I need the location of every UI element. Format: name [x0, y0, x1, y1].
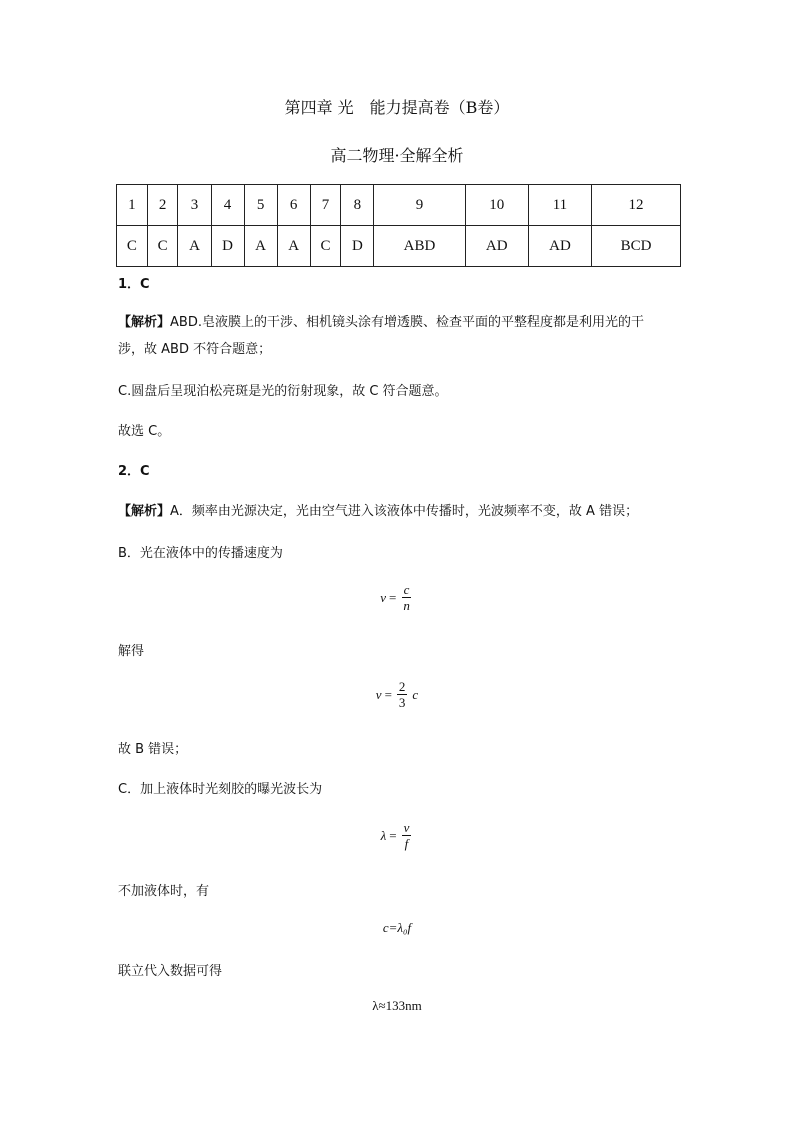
q2-no-liquid: 不加液体时，有 [118, 884, 210, 899]
question-number: 9 [374, 185, 465, 226]
formula-lhs: v [380, 589, 386, 605]
analysis-tag: 【解析】 [118, 315, 171, 330]
q1-analysis-line [118, 311, 644, 330]
answer-table-numbers-row [117, 185, 681, 226]
q2-b-conclusion: 故 B 错误； [118, 742, 188, 757]
formula-lhs: λ [380, 827, 387, 843]
answer-cell: C [117, 226, 148, 267]
q1-conclusion: 故选 C。 [118, 424, 171, 439]
numerator: c [403, 582, 410, 597]
numerator: v [403, 820, 410, 835]
q1-heading: 1．C [118, 277, 150, 292]
fraction [402, 820, 412, 851]
answer-cell: AD [465, 226, 528, 267]
q1-text: ABD.皂液膜上的干涉、相机镜头涂有增透膜、检查平面的平整程度都是利用光的干 [170, 315, 644, 330]
fraction [397, 679, 408, 710]
q2-solve: 解得 [118, 644, 145, 659]
page-title: 第四章 光 能力提高卷（B卷） [284, 98, 510, 117]
q2-option-b: B．光在液体中的传播速度为 [118, 546, 283, 561]
question-number: 11 [528, 185, 591, 226]
question-number: 1 [117, 185, 148, 226]
formula-result: λ≈133nm [372, 998, 422, 1013]
answer-cell: AD [528, 226, 591, 267]
question-number: 6 [277, 185, 310, 226]
question-number: 5 [244, 185, 277, 226]
q2-combine: 联立代入数据可得 [118, 964, 223, 979]
answer-cell: BCD [592, 226, 681, 267]
fraction [401, 582, 412, 613]
answer-table [116, 184, 681, 267]
q1-text-cont: 涉，故 ABD 不符合题意； [118, 342, 272, 357]
q1-option-c: C.圆盘后呈现泊松亮斑是光的衍射现象，故 C 符合题意。 [118, 384, 448, 399]
denominator: f [404, 836, 409, 851]
q2-heading: 2．C [118, 464, 150, 479]
formula-speed [0, 582, 794, 613]
answer-cell: D [211, 226, 244, 267]
answer-cell: A [277, 226, 310, 267]
q2-analysis-line [118, 500, 638, 519]
denominator: n [403, 598, 410, 613]
question-number: 10 [465, 185, 528, 226]
formula-eq: = [389, 827, 397, 843]
answer-cell: A [178, 226, 211, 267]
formula-vacuum: c=λ₀f [382, 920, 412, 935]
answer-cell: C [310, 226, 341, 267]
formula-tail: c [412, 686, 419, 702]
question-number: 2 [147, 185, 178, 226]
answer-cell: A [244, 226, 277, 267]
question-number: 12 [592, 185, 681, 226]
formula-speed-result [0, 679, 794, 710]
formula-eq: = [384, 686, 392, 702]
page-subtitle: 高二物理·全解全析 [330, 146, 464, 165]
question-number: 3 [178, 185, 211, 226]
answer-cell: ABD [374, 226, 465, 267]
denominator: 3 [398, 695, 406, 710]
formula-lhs: v [375, 686, 382, 702]
analysis-tag: 【解析】 [118, 504, 171, 519]
answer-cell: D [341, 226, 374, 267]
answer-cell: C [147, 226, 178, 267]
q2-option-c: C．加上液体时光刻胶的曝光波长为 [118, 782, 323, 797]
numerator: 2 [398, 679, 406, 694]
answer-table-answers-row [117, 226, 681, 267]
formula-wavelength [0, 820, 794, 851]
question-number: 8 [341, 185, 374, 226]
question-number: 7 [310, 185, 341, 226]
q2-option-a: A．频率由光源决定，光由空气进入该液体中传播时，光波频率不变，故 A 错误； [170, 504, 639, 519]
question-number: 4 [211, 185, 244, 226]
formula-eq: = [388, 589, 397, 605]
